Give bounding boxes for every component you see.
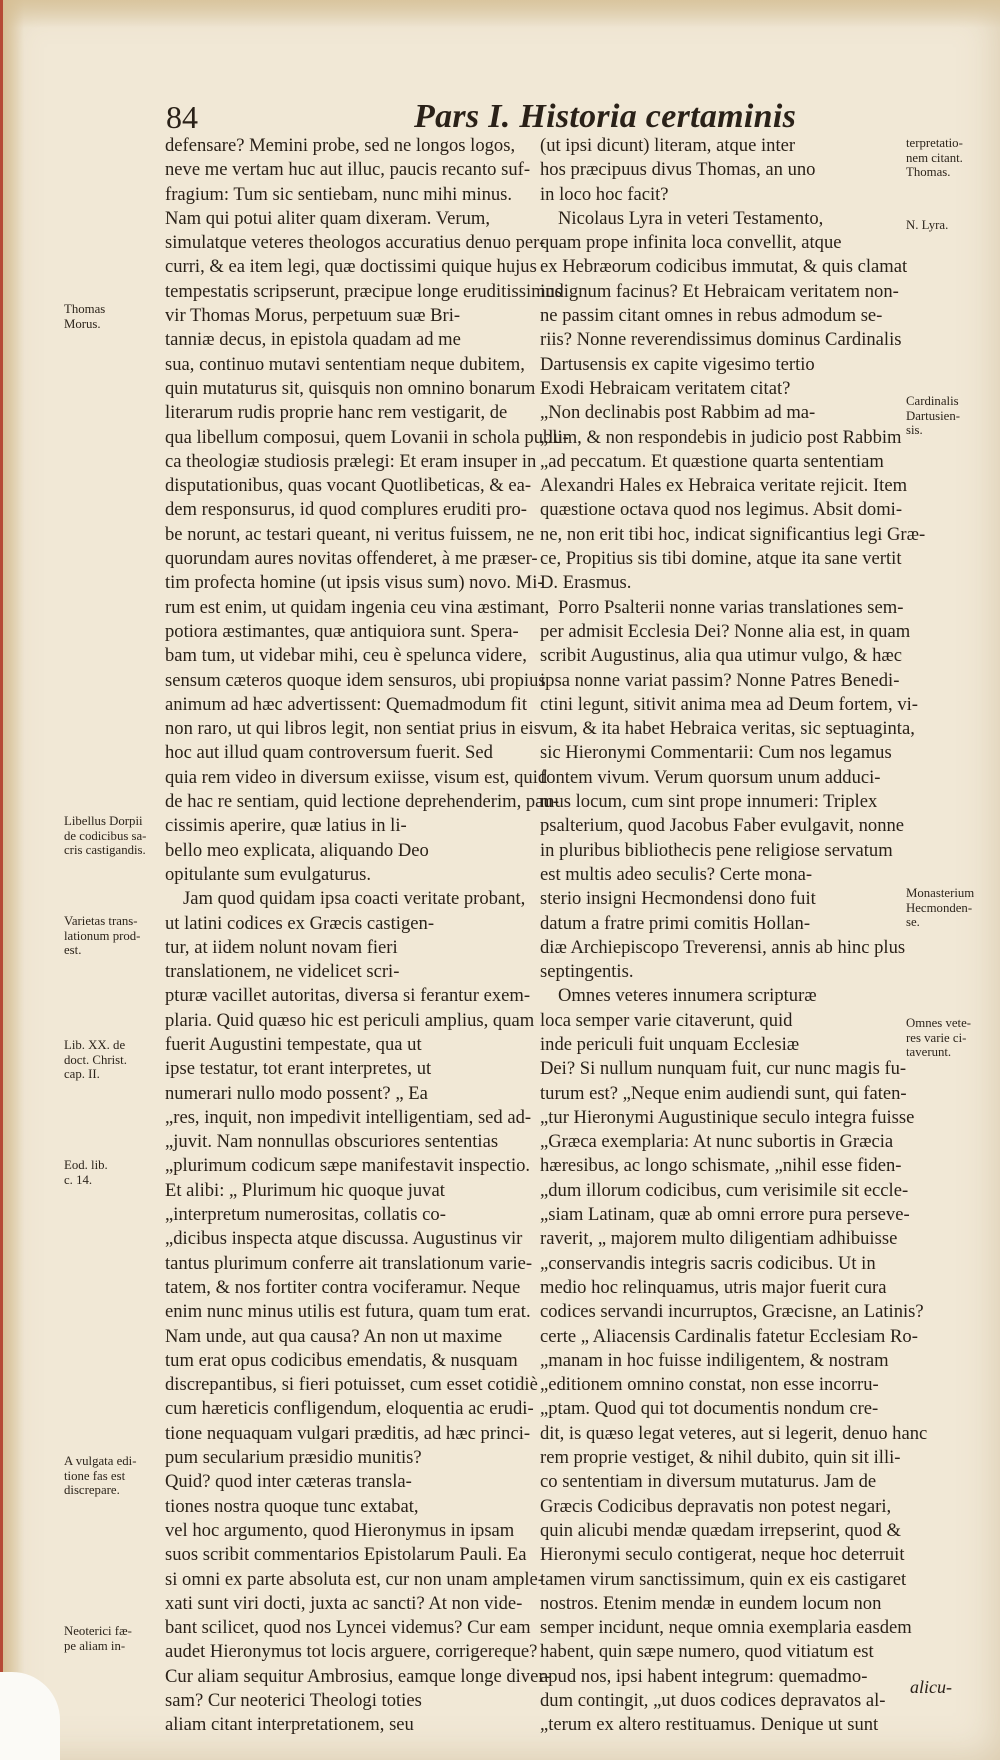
text-line: indignum facinus? Et Hebraicam veritatem non- (540, 280, 899, 302)
text-line: dit, is quæso legat veteres, aut si legerit, denuo hanc (540, 1422, 928, 1444)
text-line: est multis adeo seculis? Certe mona- (540, 863, 813, 885)
text-line: habent, quin sæpe numero, quod vitiatum est (540, 1641, 874, 1663)
text-line: „plurimum codicum sæpe manifestavit inspectio. (165, 1155, 531, 1177)
text-line: Exodi Hebraicam veritatem citat? (540, 377, 791, 399)
text-line: „siam Latinam, quæ ab omni errore pura perseve- (540, 1204, 910, 1226)
text-line: quæstione octava quod nos legimus. Absit domi- (540, 499, 903, 521)
text-line: hoc aut illud quam controversum fuerit. Sed (165, 742, 493, 764)
text-line: Cur aliam sequitur Ambrosius, eamque longe diver- (165, 1665, 551, 1687)
margin-note-right: Monasterium Hecmonden- se. (906, 886, 975, 930)
text-line: Alexandri Hales ex Hebraica veritate rejicit. Item (540, 475, 908, 497)
text-line: quin mutaturus sit, quisquis non omnino bonarum (165, 377, 536, 399)
text-line: ne passim citant omnes in rebus admodum se- (540, 305, 883, 327)
text-line: hæresibus, ac longo schismate, „nihil esse fiden- (540, 1155, 902, 1177)
text-line: Nam qui potui aliter quam dixeram. Verum, (165, 207, 490, 229)
text-line: sam? Cur neoterici Theologi toties (165, 1690, 422, 1711)
text-line: Nicolaus Lyra in veteri Testamento, (558, 207, 824, 229)
text-line: quia rem video in diversum exiisse, visum est, quid (165, 766, 548, 788)
page-top-shading (0, 0, 1000, 28)
text-line: neve me vertam huc aut illuc, paucis recanto suf- (165, 159, 531, 181)
text-line: tum erat opus codicibus emendatis, & nusquam (165, 1349, 518, 1371)
text-line: „tur Hieronymi Augustinique seculo integra fuisse (540, 1106, 915, 1128)
text-line: vel hoc argumento, quod Hieronymus in ipsam (165, 1519, 515, 1541)
text-line: bello meo explicata, aliquando Deo (165, 839, 429, 861)
text-line: curri, & ea item legi, quæ doctissimi quique hujus (165, 256, 537, 278)
text-line: dem responsurus, id quod complures eruditi pro- (165, 499, 527, 521)
text-line: tur, at iidem nolunt novam fieri (165, 936, 398, 958)
text-line: scribit Augustinus, alia qua utimur vulgo, & hæc (540, 645, 903, 667)
text-line: literarum rudis proprie hanc rem vestigarit, de (165, 402, 508, 424)
text-line: certe „ Aliacensis Cardinalis fatetur Ecclesiam Ro- (540, 1325, 918, 1347)
text-line: in loco hoc facit? (540, 183, 669, 205)
text-line: (ut ipsi dicunt) literam, atque inter (540, 135, 796, 156)
margin-note-left: A vulgata edi- tione fas est discrepare. (64, 1454, 137, 1498)
text-line: quorundam aures novitas offenderet, à me præser- (165, 548, 538, 570)
text-line: qua libellum composui, quem Lovanii in schola publi- (165, 426, 569, 448)
text-line: si omni ex parte absoluta est, cur non unam ample- (165, 1568, 545, 1590)
text-line: Et alibi: „ Plurimum hic quoque juvat (165, 1179, 445, 1201)
text-line: codices servandi incurruptos, Græcisne, an Latinis? (540, 1301, 924, 1323)
text-line: „dum illorum codicibus, cum verisimile sit eccle- (540, 1179, 909, 1201)
text-line: cum hæreticis confligendum, eloquentia ac erudi- (165, 1398, 534, 1420)
text-line: Nam unde, aut qua causa? An non ut maxime (165, 1325, 503, 1347)
margin-note-left: Libellus Dorpii de codicibus sa- cris castigandis. (64, 814, 147, 858)
margin-note-right: Cardinalis Dartusien- sis. (906, 394, 961, 438)
text-line: Hieronymi seculo contigerat, neque hoc deterruit (540, 1544, 905, 1566)
text-line: pturæ vacillet autoritas, diversa si ferantur exem- (165, 985, 531, 1007)
text-line: translationem, ne videlicet scri- (165, 961, 400, 983)
text-line: in pluribus bibliothecis pene religiose servatum (540, 839, 893, 861)
text-line: simulatque veteres theologos accuratius denuo per- (165, 232, 546, 254)
text-line: enim nunc minus utilis est futura, quam tum erat. (165, 1301, 531, 1323)
text-line: bant scilicet, quod nos Lyncei videmus? Cur eam (165, 1617, 531, 1639)
text-line: psalterium, quod Jacobus Faber evulgavit, nonne (540, 815, 905, 837)
margin-note-left: Varietas trans- lationum prod- est. (64, 914, 141, 958)
text-line: inde periculi fuit unquam Ecclesiæ (540, 1033, 800, 1055)
text-line: tiones nostra quoque tunc extabat, (165, 1495, 419, 1517)
margin-note-left: Eod. lib. c. 14. (64, 1158, 108, 1187)
margin-note-left: Lib. XX. de doct. Christ. cap. II. (64, 1038, 127, 1082)
text-line: audet Hieronymus tot locis arguere, corrigereque? (165, 1641, 538, 1663)
text-line: „res, inquit, non impedivit intelligentiam, sed ad- (165, 1106, 532, 1128)
text-line: pum secularium præsidio munitis? (165, 1447, 422, 1469)
text-line: per admisit Ecclesia Dei? Nonne alia est, in quam (540, 620, 911, 642)
text-line: plaria. Quid quæso hic est periculi amplius, quam (165, 1009, 535, 1031)
text-line: mus locum, cum sint prope innumeri: Triplex (540, 791, 878, 813)
margin-note-left: Neoterici fæ- pe aliam in- (64, 1624, 132, 1653)
text-line: de hac re sentiam, quid lectione deprehenderim, pau- (165, 791, 559, 813)
torn-corner (0, 1672, 60, 1760)
text-line: „ptam. Quod qui tot documentis nondum cre- (540, 1398, 879, 1420)
text-line: tione nequaquam vulgari præditis, ad hæc princi- (165, 1422, 531, 1444)
text-line: fontem vivum. Verum quorsum unum adduci- (540, 766, 881, 788)
text-line: ipse testatur, tot erant interpretes, ut (165, 1058, 432, 1080)
text-line: riis? Nonne reverendissimus dominus Cardinalis (540, 329, 902, 351)
text-line: bam tum, ut videbar mihi, ceu è spelunca videre, (165, 645, 527, 667)
text-line: nostros. Etenim mendæ in eundem locum non (540, 1592, 882, 1614)
text-line: ce, Propitius sis tibi domine, atque ita sane vertit (540, 548, 902, 570)
text-line: tantus plurimum conferre ait translationum varie- (165, 1252, 533, 1274)
text-line: tanniæ decus, in epistola quadam ad me (165, 329, 461, 351)
text-line: „editionem omnino constat, non esse incorru- (540, 1374, 879, 1396)
text-line: D. Erasmus. (540, 572, 632, 594)
text-line: quam prope infinita loca convellit, atque (540, 232, 842, 254)
text-line: rem proprie vestiget, & nihil dubito, quin sit illi- (540, 1447, 901, 1469)
text-line: loca semper varie citaverunt, quid (540, 1009, 793, 1031)
text-line: ut latini codices ex Græcis castigen- (165, 912, 435, 934)
page-number: 84 (166, 99, 198, 135)
catchword: alicu- (910, 1677, 952, 1697)
text-line: ex Hebræorum codicibus immutat, & quis clamat (540, 256, 908, 278)
text-line: opitulante sum evulgaturus. (165, 863, 372, 885)
text-line: defensare? Memini probe, sed ne longos logos, (165, 135, 516, 156)
text-line: dum contingit, „ut duos codices depravatos al- (540, 1690, 886, 1711)
text-line: tamen virum sanctissimum, quin ex eis castigaret (540, 1568, 907, 1590)
text-line: „ad peccatum. Et quæstione quarta sententiam (540, 450, 884, 472)
text-line: semper incidunt, neque omnia exemplaria easdem (540, 1617, 912, 1639)
text-line: fragium: Tum sic sentiebam, nunc mihi minus. (165, 183, 513, 205)
page-binding-edge (0, 0, 24, 1760)
text-line: „Non declinabis post Rabbim ad ma- (540, 402, 816, 424)
text-line: co sententiam in diversum mutaturus. Jam de (540, 1471, 877, 1493)
text-line: Græcis Codicibus depravatis non potest negari, (540, 1495, 892, 1517)
text-line: Dartusensis ex capite vigesimo tertio (540, 353, 815, 375)
text-line: sic Hieronymi Commentarii: Cum nos legamus (540, 742, 892, 764)
text-line: turum est? „Neque enim audiendi sunt, qui faten- (540, 1082, 907, 1104)
text-line: raverit, „ majorem multo diligentiam adhibuisse (540, 1228, 898, 1250)
text-line: Dei? Si nullum nunquam fuit, cur nunc magis fu- (540, 1058, 907, 1080)
text-line: „interpretum numerositas, collatis co- (165, 1204, 446, 1226)
text-line: sterio insigni Hecmondensi dono fuit (540, 888, 816, 910)
text-line: Omnes veteres innumera scripturæ (558, 985, 817, 1007)
text-line: ne, non erit tibi hoc, indicat significantius legi Græ- (540, 523, 926, 545)
text-line: tempestatis scripserunt, præcipue longe eruditissimus (165, 280, 563, 302)
text-line: be norunt, ac testari queant, ni veritus fuissem, ne (165, 523, 535, 545)
text-line: disputationibus, quas vocant Quotlibeticas, & ea- (165, 475, 532, 497)
text-line: potiora æstimantes, quæ antiquiora sunt. Spera- (165, 620, 519, 642)
text-line: Quid? quod inter cæteras transla- (165, 1471, 412, 1493)
text-line: Jam quod quidam ipsa coacti veritate probant, (183, 888, 526, 910)
text-line: „manam in hoc fuisse indiligentem, & nostram (540, 1349, 889, 1371)
text-line: „terum ex altero restituamus. Denique ut sunt (540, 1714, 879, 1736)
text-line: ipsa nonne variat passim? Nonne Patres Benedi- (540, 669, 900, 691)
text-line: ca theologiæ studiosis prælegi: Et eram insuper in (165, 450, 537, 472)
text-line: apud nos, ipsi habent integrum: quemadmo- (540, 1665, 868, 1687)
text-line: „conservandis integris sacris codicibus. Ut in (540, 1252, 876, 1274)
text-line: diæ Archiepiscopo Treverensi, annis ab hinc plus (540, 936, 906, 958)
text-line: medio hoc relinquamus, utris major fuerit cura (540, 1276, 887, 1298)
text-line: non raro, ut qui libros legit, non sentiat prius in eis (165, 718, 541, 740)
text-line: suos scribit commentarios Epistolarum Pauli. Ea (165, 1544, 527, 1566)
text-line: fuerit Augustini tempestate, qua ut (165, 1033, 422, 1055)
text-line: „dicibus inspecta atque discussa. Augustinus vir (165, 1228, 523, 1250)
margin-note-left: Thomas Morus. (64, 302, 106, 331)
text-line: vum, & ita habet Hebraica veritas, sic septuaginta, (540, 718, 915, 740)
text-line: hos præcipuus divus Thomas, an uno (540, 159, 816, 181)
text-line: Porro Psalterii nonne varias translationes sem- (558, 596, 904, 618)
page-header (160, 96, 920, 138)
text-line: tim profecta homine (ut ipsis visus sum) novo. Mi- (165, 572, 544, 594)
running-title: Pars I. Historia certaminis (414, 98, 797, 135)
left-text-column (165, 134, 569, 1738)
text-line: septingentis. (540, 961, 634, 983)
text-line: cissimis aperire, quæ latius in li- (165, 815, 407, 837)
text-line: discrepantibus, si fieri potuisset, cum esset cotidiè (165, 1374, 538, 1396)
text-line: „juvit. Nam nonnullas obscuriores sententias (165, 1131, 499, 1153)
text-line: sua, continuo mutavi sententiam neque dubitem, (165, 353, 525, 375)
margin-note-right: N. Lyra. (906, 218, 949, 232)
text-line: numerari nullo modo possent? „ Ea (165, 1082, 428, 1104)
text-line: rum est enim, ut quidam ingenia ceu vina æstimant, (165, 596, 550, 618)
text-line: vir Thomas Morus, perpetuum suæ Bri- (165, 305, 461, 327)
text-line: xati sunt viri docti, juxta ac sancti? At non vide- (165, 1592, 523, 1614)
text-line: tatem, & nos fortiter contra vociferamur. Neque (165, 1276, 521, 1298)
text-line: aliam citant interpretationem, seu (165, 1714, 414, 1736)
text-line: ctini legunt, sitivit anima mea ad Deum fortem, vi- (540, 693, 918, 715)
text-line: quin alicubi mendæ quædam irrepserint, quod & (540, 1519, 901, 1541)
text-line: animum ad hæc advertissent: Quemadmodum fit (165, 693, 527, 715)
margin-note-right: Omnes vete- res varie ci- taverunt. (906, 1016, 972, 1060)
text-line: „lum, & non respondebis in judicio post Rabbim (540, 426, 902, 448)
margin-note-right: terpretatio- nem citant. Thomas. (906, 136, 963, 180)
text-line: datum a fratre primi comitis Hollan- (540, 912, 811, 934)
text-line: „Græca exemplaria: At nunc subortis in Græcia (540, 1131, 894, 1153)
text-line: sensum cæteros quoque idem sensuros, ubi propius (165, 669, 546, 691)
